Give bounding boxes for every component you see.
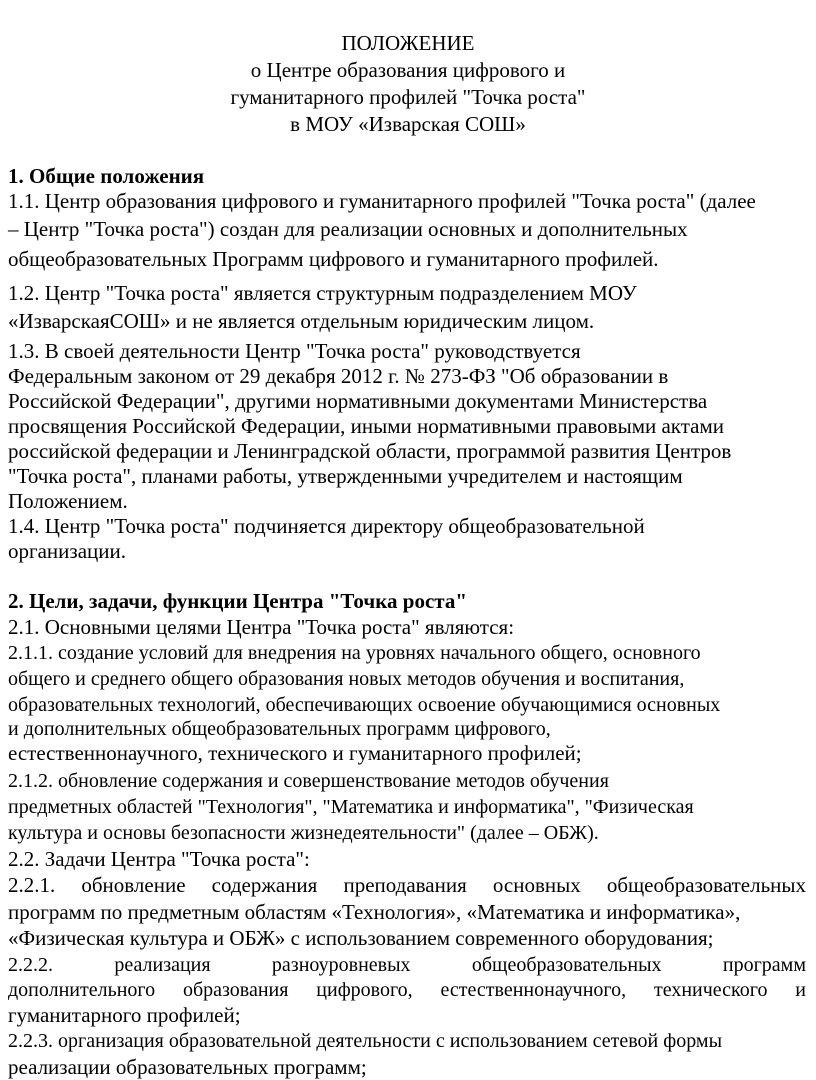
- document-title: [0, 30, 816, 138]
- paragraph-line: – Центр "Точка роста") создан для реализации основных и дополнительных: [8, 217, 688, 241]
- paragraph-line: Положением.: [8, 489, 128, 513]
- paragraph-line: и дополнительных общеобразовательных программ цифрового,: [8, 718, 551, 740]
- paragraph-line: организации.: [8, 539, 126, 563]
- paragraph-line: естественнонаучного, технического и гуманитарного профилей;: [8, 741, 582, 765]
- title-line-3: гуманитарного профилей "Точка роста": [230, 85, 586, 109]
- paragraph-line: просвящения Российской Федерации, иными нормативными правовыми актами: [8, 414, 724, 438]
- paragraph-line: 2.1. Основными целями Центра "Точка роста" являются:: [8, 615, 515, 639]
- paragraph-line: 2.2. Задачи Центра "Точка роста":: [8, 847, 310, 871]
- paragraph-line: образовательных технологий, обеспечивающих освоение обучающимися основных: [8, 694, 721, 716]
- paragraph-line: 2.2.3. организация образовательной деятельности с использованием сетевой формы: [8, 1030, 723, 1052]
- paragraph-line: "Точка роста", планами работы, утвержденными учредителем и настоящим: [8, 464, 683, 488]
- paragraph-line: реализации образовательных программ;: [8, 1055, 367, 1079]
- paragraph-line: российской федерации и Ленинградской области, программой развития Центров: [8, 439, 732, 463]
- paragraph-line: общеобразовательных Программ цифрового и гуманитарного профилей.: [8, 247, 659, 271]
- paragraph-line: 2.1.1. создание условий для внедрения на уровнях начального общего, основного: [8, 642, 701, 664]
- title-line-1: ПОЛОЖЕНИЕ: [341, 31, 475, 55]
- paragraph-line: предметных областей "Технология", "Математика и информатика", "Физическая: [8, 796, 694, 818]
- paragraph-line: 1.1. Центр образования цифрового и гуманитарного профилей "Точка роста" (далее: [8, 189, 756, 213]
- paragraph-line: «Физическая культура и ОБЖ» с использованием современного оборудования;: [8, 926, 714, 950]
- paragraph-line: культура и основы безопасности жизнедеятельности" (далее – ОБЖ).: [8, 822, 599, 844]
- paragraph-line: программ по предметным областям «Технология», «Математика и информатика»,: [8, 900, 741, 924]
- paragraph-line: 1.4. Центр "Точка роста" подчиняется директору общеобразовательной: [8, 514, 645, 538]
- paragraph-line: 1.3. В своей деятельности Центр "Точка роста" руководствуется: [8, 339, 581, 363]
- paragraph-line: общего и среднего общего образования новых методов обучения и воспитания,: [8, 668, 685, 690]
- paragraph-line: «ИзварскаяСОШ» и не является отдельным юридическим лицом.: [8, 309, 595, 333]
- paragraph-line: 2.2.1. обновление содержания преподавания основных общеобразовательных: [8, 873, 806, 897]
- paragraph-line: Федеральным законом от 29 декабря 2012 г. № 273-ФЗ "Об образовании в: [8, 364, 669, 388]
- paragraph-line: Российской Федерации", другими нормативными документами Министерства: [8, 389, 708, 413]
- paragraph-line: дополнительного образования цифрового, естественнонаучного, технического и: [8, 979, 806, 1001]
- paragraph-line: 1.2. Центр "Точка роста" является структурным подразделением МОУ: [8, 281, 637, 305]
- section-heading: 1. Общие положения: [8, 164, 205, 188]
- paragraph-line: 2.2.2. реализация разноуровневых общеобразовательных программ: [8, 954, 806, 976]
- title-line-4: в МОУ «Изварская СОШ»: [290, 112, 526, 136]
- title-line-2: о Центре образования цифрового и: [250, 58, 566, 82]
- paragraph-line: гуманитарного профилей;: [8, 1003, 241, 1027]
- paragraph-line: 2.1.2. обновление содержания и совершенствование методов обучения: [8, 770, 609, 792]
- section-heading: 2. Цели, задачи, функции Центра "Точка роста": [8, 589, 467, 613]
